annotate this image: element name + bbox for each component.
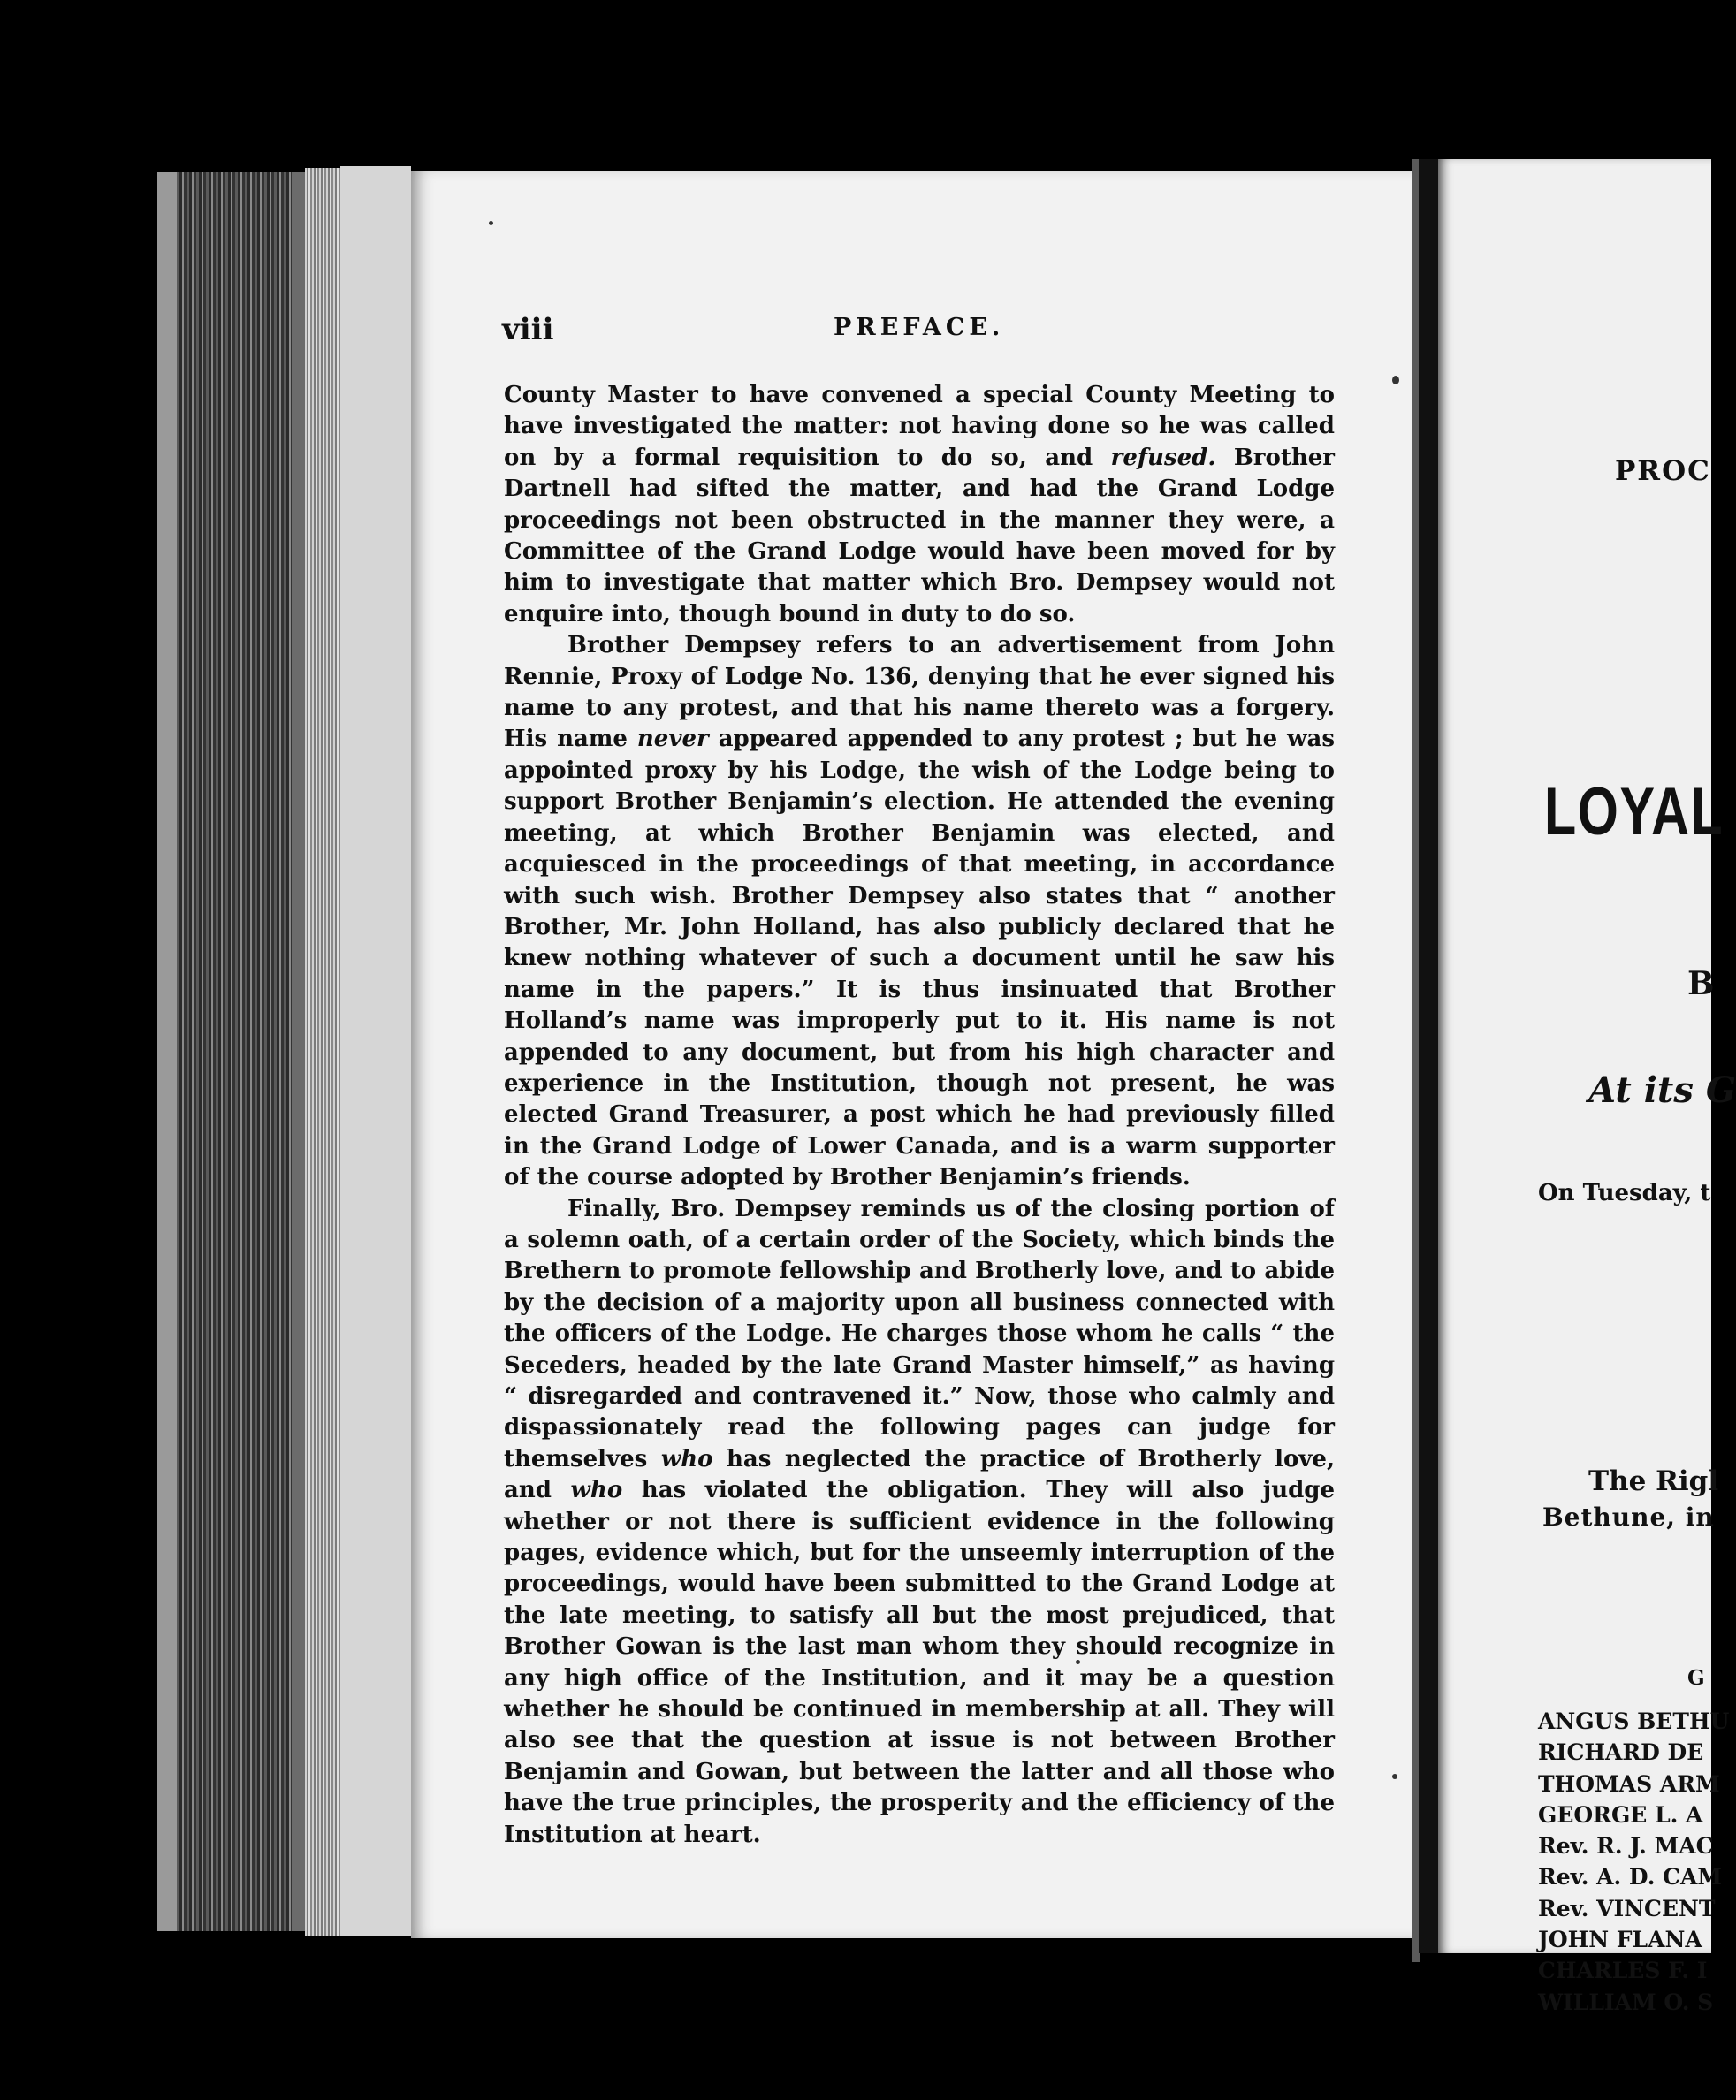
right-proc: PROC — [1615, 455, 1711, 487]
book-edge — [157, 172, 177, 1931]
right-names-list — [1538, 1706, 1729, 2018]
scan-speck — [1392, 376, 1399, 384]
right-page — [1438, 159, 1736, 2015]
list-item: RICHARD DE — [1538, 1739, 1704, 1766]
paragraph-3-mid: has neglected the practice of Brotherly love, and — [504, 1445, 1335, 1504]
paragraph-2-text: Brother Dempsey refers to an advertisement from John Rennie, Proxy of Lodge No. 136, denying that he ever signed his name to any protest, and that his name thereto was a forgery. His name — [504, 632, 1335, 753]
paragraph-3-text: Finally, Bro. Dempsey reminds us of the closing portion of a solemn oath, of a certain order of the Society, which binds the Brethern to promote fellowship and Brotherly love, and to abide by the decision of a majority upon all business connected with the officers of the Lodge. He charges those whom he calls “ the Seceders, headed by the late Grand Master himself,” as having “ disregarded and contravened it.” Now, those who calmly and dispassionately read the following pages can judge for themselves — [504, 1195, 1335, 1472]
paragraph-1-text: County Master to have convened a special County Meeting to have investigated the matter: not having done so he was called on by a formal requisition to do so, and — [504, 382, 1335, 471]
paragraph-3-italic-1: who — [660, 1445, 713, 1472]
paragraph-3-italic-2: who — [570, 1477, 623, 1504]
body-text — [504, 380, 1335, 1851]
list-item: ANGUS BETHU — [1538, 1708, 1730, 1734]
page-stack — [177, 172, 292, 1931]
right-on-tuesday: On Tuesday, t — [1538, 1180, 1711, 1206]
paragraph-2-rest: appeared appended to any protest ; but he was appointed proxy by his Lodge, the wish of the Lodge being to support Brother Benjamin’s election. He attended the evening meeting, at which Brother Benjamin was elected, and acquiesced in the proceedings of that meeting, in accordance with such wish. Brother Dempsey also states that “ another Brother, Mr. John Holland, has also publicly declared that he knew nothing whatever of such a document until he saw his name in the papers.” It is thus insinuated that Brother Holland’s name was improperly put to it. His name is not appended to any document, but from his high character and experience in the Institution, though not present, he was elected Grand Treasurer, a post which he had previously filled in the Grand Lodge of Lower Canada, and is a warm supporter of the course adopted by Brother Benjamin’s friends. — [504, 726, 1335, 1191]
paragraph-2-italic: never — [636, 726, 709, 753]
page-margin-curl — [340, 166, 411, 1936]
list-item: WILLIAM O. S — [1538, 1989, 1714, 2015]
right-g: G — [1687, 1666, 1705, 1690]
paragraph-2 — [504, 630, 1335, 1193]
running-head — [502, 312, 1006, 347]
right-b: B — [1687, 965, 1715, 1002]
list-item: JOHN FLANA — [1538, 1927, 1702, 1953]
gutter — [1419, 159, 1438, 1953]
paragraph-1 — [504, 380, 1335, 630]
paragraph-1-rest: Brother Dartnell had sifted the matter, and had the Grand Lodge proceedings not been obstructed in the manner they were, a Committee of the Grand Lodge would have been moved for by him to investigate that matter which Bro. Dempsey would not enquire into, though bound in duty to do so. — [504, 444, 1335, 628]
scan-speck — [1392, 1774, 1397, 1779]
right-at-its: At its G — [1588, 1069, 1736, 1111]
right-the-right: The Rigl — [1588, 1465, 1719, 1497]
list-item: CHARLES F. I — [1538, 1958, 1708, 1984]
list-item: Rev. VINCENT — [1538, 1895, 1716, 1921]
paragraph-3-rest: has violated the obligation. They will also judge whether or not there is sufficient evidence in the following pages, evidence which, but for the unseemly interruption of the proceedings, would have been submitted to the Grand Lodge at the late meeting, to satisfy all but the most prejudiced, that Brother Gowan is the last man whom they should recognize in any high office of the Institution, and it may be a question whether he should be continued in membership at all. They will also see that the question at issue is not between Brother Benjamin and Gowan, but between the latter and all those who have the true principles, the prosperity and the efficiency of the Institution at heart. — [504, 1477, 1335, 1848]
list-item: THOMAS ARM — [1538, 1770, 1720, 1797]
right-loyal: LOYAL — [1544, 774, 1725, 849]
list-item: GEORGE L. A — [1538, 1801, 1703, 1828]
running-title: PREFACE. — [834, 314, 1005, 341]
scan-speck — [489, 221, 493, 225]
page-stack-edges — [305, 168, 340, 1936]
scan-speck — [1076, 1660, 1080, 1664]
paragraph-1-italic: refused. — [1110, 444, 1216, 471]
list-item: Rev. A. D. CAM — [1538, 1864, 1723, 1891]
right-bethune: Bethune, in — [1542, 1503, 1715, 1532]
list-item: Rev. R. J. MAC — [1538, 1833, 1714, 1860]
paragraph-3 — [504, 1194, 1335, 1852]
page-number: viii — [502, 312, 554, 347]
